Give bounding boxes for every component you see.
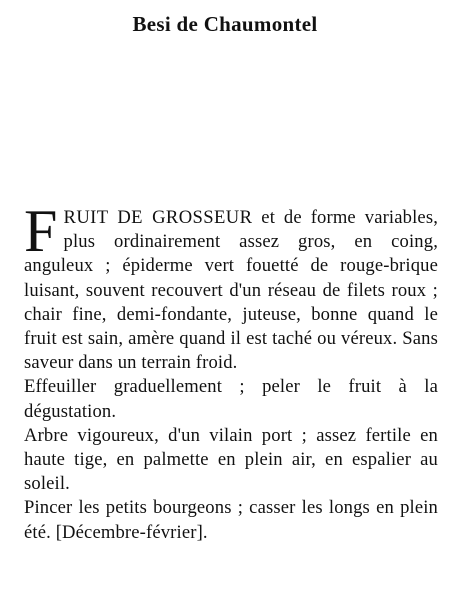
body-text (24, 198, 439, 545)
lead-in-smallcaps: RUIT DE GROSSEUR (63, 207, 253, 228)
drop-cap: F (24, 198, 58, 264)
paragraph-tree: Arbre vigoureux, d'un vilain port ; assez fertile en haute tige, en palmette en plein air, en espalier au soleil. (24, 424, 438, 495)
paragraph-pruning: Pincer les petits bourgeons ; casser les longs en plein été. [Décembre-février]. (24, 497, 438, 543)
page-title: Besi de Chaumontel (132, 12, 318, 36)
paragraph-description-text: et de forme variables, plus ordinairement assez gros, en coing, anguleux ; épiderme vert fouetté de rouge-brique luisant, souvent recouvert d'un réseau de filets roux ; chair fine, demi-fondante, juteuse, bonne quand le fruit est sain, amère quand il est taché ou véreux. Sans saveur dans un terrain froid. (24, 207, 439, 374)
paragraph-harvest: Effeuiller graduellement ; peler le fruit à la dégustation. (24, 376, 438, 422)
paragraph-description (24, 198, 439, 375)
